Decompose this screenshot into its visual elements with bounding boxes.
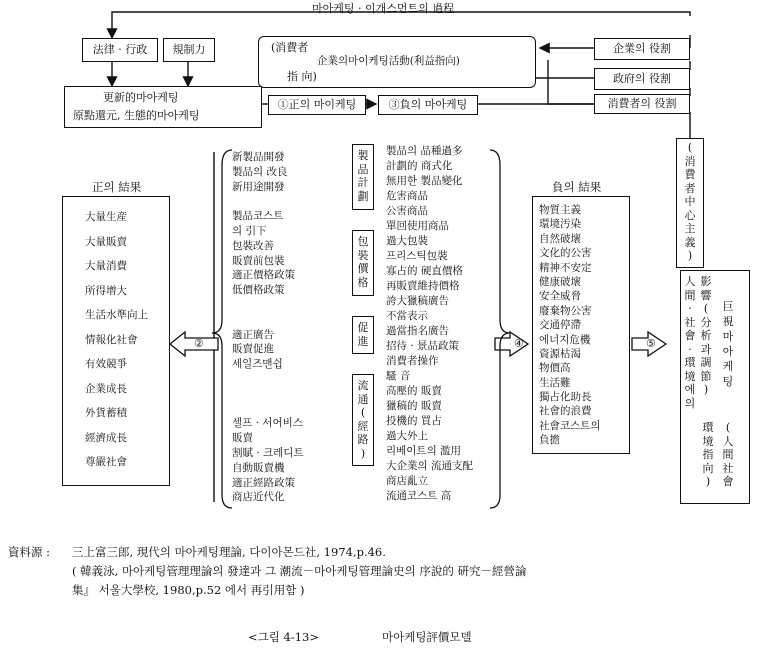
positive-marketing-box	[268, 95, 366, 115]
positive-result-item: 外貨蓄積	[85, 407, 127, 419]
marketing-mix-item	[232, 298, 304, 313]
packaging-pricing-label	[356, 235, 370, 289]
negative-result-item: 交通停滯	[539, 319, 581, 332]
consumer-orientation-end: 指 向)	[287, 70, 317, 83]
consumer-centric-label	[683, 141, 697, 263]
distribution-label	[356, 379, 370, 460]
positive-result-item: 情報化社會	[85, 333, 138, 346]
marketing-mix-problem-item: 商店亂立	[386, 475, 428, 487]
positive-result-item: 企業成長	[85, 382, 127, 395]
negative-result-item: 自然破壞	[539, 232, 581, 245]
marketing-mix-item: 適正價格政策	[232, 269, 295, 282]
consumer-centric-char: )	[687, 249, 693, 262]
vertical-char: 節	[700, 369, 712, 383]
regulation-box	[163, 38, 215, 62]
human-society-environment-label	[683, 275, 697, 410]
vertical-char: 指	[702, 448, 714, 461]
vertical-char: 마	[722, 330, 734, 343]
marketing-mix-item	[232, 372, 304, 387]
negative-result-list	[539, 203, 601, 448]
marketing-mix-problem-item: 獵稿的 販賣	[386, 400, 442, 412]
vertical-char: 의	[684, 396, 696, 410]
marketing-mix-item: 商店近代化	[232, 491, 285, 504]
marketing-mix-problem-item: 리베이트의 濫用	[386, 445, 462, 457]
category-char: 製	[357, 149, 369, 162]
marketing-mix-item	[232, 402, 304, 417]
negative-result-item: 社會코스트의	[539, 419, 601, 432]
consumer-centric-char: 消	[684, 154, 696, 168]
figure-caption: 마아케팅評價모델	[382, 630, 472, 644]
human-society-label	[721, 421, 735, 489]
vertical-char: 에	[684, 383, 696, 396]
marketing-mix-positive-list	[232, 150, 304, 505]
negative-result-item: 文化的公害	[539, 247, 592, 260]
vertical-char: 人	[722, 434, 734, 448]
category-char: 價	[357, 262, 369, 275]
packaging-pricing-box	[352, 230, 374, 296]
marketing-mix-problem-item: 消費者操作	[386, 355, 439, 367]
marketing-mix-item	[232, 313, 304, 328]
environment-orientation-label	[701, 421, 715, 489]
vertical-char: )	[705, 475, 711, 488]
category-char: 劃	[357, 189, 369, 203]
source-line-2: ( 韓義泳, 마아케팅管理理論의 發達과 그 潮流－마아케팅管理論史의 序說的 硏究－經營論	[72, 564, 527, 578]
source-line-1: 三上富三郎, 現代의 마아케팅理論, 다이아몬드社, 1974,p.46.	[72, 545, 386, 559]
category-char: 流	[357, 379, 369, 392]
consumer-centric-char: 中	[684, 195, 696, 208]
marketing-mix-problem-item: 不當表示	[386, 310, 428, 322]
negative-result-item: 健康破壞	[539, 275, 581, 288]
negative-marketing-box	[378, 95, 478, 115]
enterprise-marketing-activity: 企業의마이케팅活動(利益指向)	[317, 55, 460, 67]
promotion-label	[356, 321, 370, 348]
marketing-mix-problem-item: 再販賣維持價格	[386, 280, 460, 292]
promotion-box	[352, 316, 374, 354]
vertical-char: 分	[700, 315, 712, 329]
vertical-char: 向	[702, 461, 714, 475]
vertical-char: ·	[688, 342, 692, 356]
vertical-char: 調	[700, 356, 712, 369]
ecological-marketing-label: 原點還元, 生態的마아케팅	[73, 109, 200, 122]
marketing-mix-item	[232, 387, 304, 402]
consumer-role-box	[594, 94, 690, 114]
marketing-mix-item: 販賣促進	[232, 343, 274, 356]
consumer-role-label: 消費者의 役割	[607, 97, 677, 111]
negative-result-item: 廢棄物公害	[539, 304, 592, 317]
consumer-centric-box	[676, 138, 704, 268]
marketing-mix-item: 販賣	[232, 432, 253, 445]
vertical-char: (	[725, 421, 731, 434]
product-planning-box	[352, 144, 374, 210]
enterprise-role-label: 企業의 役割	[612, 42, 672, 56]
marketing-mix-problem-item: 寡占的 硬直價格	[386, 265, 463, 277]
law-administration-label: 法律 · 行政	[92, 43, 148, 57]
positive-result-item: 有效競爭	[85, 358, 127, 370]
marketing-mix-item: 適正廣告	[232, 328, 274, 341]
positive-result-box	[62, 196, 170, 486]
category-char: 包	[357, 235, 369, 248]
category-char: 品	[357, 162, 369, 176]
negative-result-item: 物價高	[539, 362, 571, 375]
negative-result-item: 社會的浪費	[539, 405, 592, 418]
vertical-char: ·	[688, 302, 692, 315]
vertical-char: 과	[700, 342, 712, 356]
negative-result-item: 資源枯渴	[539, 347, 581, 360]
vertical-char: 社	[722, 461, 734, 475]
negative-marketing-label: ③負의 마아케팅	[388, 98, 468, 112]
negative-result-item: 獨占化助長	[539, 391, 592, 404]
marketing-mix-problem-item: 公害商品	[386, 205, 428, 217]
consumer-orientation-box	[258, 36, 536, 88]
marketing-mix-problem-item: 計劃的 商式化	[386, 160, 453, 172]
marketing-mix-problem-item: 誇大獵稿廣告	[386, 295, 449, 307]
marketing-mix-problem-item: 騷 音	[386, 370, 411, 382]
consumer-orientation-title: (消費者	[271, 41, 309, 54]
vertical-char: )	[703, 383, 709, 396]
vertical-char: 環	[702, 421, 714, 434]
positive-result-list	[85, 205, 148, 475]
marketing-mix-problem-item: 大企業의 流通支配	[386, 460, 473, 472]
renewed-marketing-box	[64, 86, 262, 128]
marketing-mix-item: 割賦 · 크레디트	[232, 446, 304, 459]
impact-analysis-label	[699, 275, 713, 397]
product-planning-label	[356, 149, 370, 203]
marketing-mix-problem-item: 投機的 買占	[386, 415, 442, 427]
negative-result-item: 에너지危機	[539, 333, 591, 346]
positive-result-item: 尊嚴社會	[85, 456, 127, 468]
vertical-char: 巨	[722, 300, 734, 313]
marketing-mix-item: 製品의 改良	[232, 165, 288, 178]
marketing-mix-item: 의 引下	[232, 224, 267, 237]
positive-marketing-label: ①正의 마이케팅	[277, 98, 357, 112]
marketing-mix-item: 셀프 · 서어비스	[232, 417, 303, 430]
marketing-mix-problem-item: 流通코스트 高	[386, 490, 452, 502]
positive-result-item: 生活水準向上	[85, 309, 148, 321]
figure-number: <그림 4-13>	[248, 630, 319, 644]
vertical-char: 境	[684, 369, 696, 383]
marketing-mix-problem-item: 危害商品	[386, 190, 428, 202]
regulation-label: 規制力	[172, 43, 206, 57]
category-char: 進	[357, 334, 369, 348]
category-char: 通	[357, 392, 369, 406]
marketing-mix-item: 適正經路政策	[232, 476, 295, 489]
vertical-char: 影	[700, 275, 712, 288]
marketing-mix-item: 新製品開發	[232, 151, 285, 163]
marketing-mix-item: 세일즈맨쉽	[232, 358, 283, 371]
enterprise-role-box	[594, 38, 690, 60]
category-char: 裝	[357, 248, 369, 262]
category-char: 促	[357, 321, 369, 334]
consumer-centric-char: (	[687, 141, 693, 154]
consumer-centric-char: 者	[684, 181, 696, 195]
negative-result-item: 安全威脅	[539, 290, 581, 303]
marketing-mix-item: 低價格政策	[232, 284, 285, 297]
marketing-mix-problem-item: 無用한 製品變化	[386, 175, 463, 187]
vertical-char: 環	[684, 356, 696, 369]
vertical-char: 人	[684, 275, 696, 288]
vertical-char: (	[703, 302, 709, 315]
marketing-mix-negative-list	[386, 144, 473, 504]
category-char: )	[360, 446, 366, 460]
marketing-mix-problem-item: 高壓的 販賣	[386, 385, 442, 397]
negative-result-item: 環境汚染	[539, 218, 581, 231]
vertical-char: 析	[700, 329, 712, 342]
source-line-3: 集』 서울大學校, 1980,p.52 에서 再引用함 )	[72, 583, 305, 597]
government-role-box	[594, 68, 690, 90]
law-administration-box	[82, 38, 158, 62]
marketing-mix-problem-item: 過大包裝	[386, 235, 428, 247]
positive-result-header: 正의 結果	[92, 180, 142, 194]
positive-result-item: 大量販賣	[85, 235, 127, 248]
marketing-mix-item: 自動販賣機	[232, 461, 285, 474]
government-role-label: 政府의 役割	[612, 72, 672, 86]
consumer-centric-char: 費	[684, 168, 696, 181]
macro-marketing-box	[680, 270, 750, 504]
vertical-char: 아	[722, 345, 734, 358]
vertical-char: 팅	[722, 375, 734, 388]
negative-result-item: 物質主義	[539, 204, 581, 216]
vertical-char: 視	[722, 315, 734, 328]
marker-2: ②	[194, 337, 204, 350]
marketing-mix-item: 新用途開發	[232, 180, 285, 193]
positive-result-item: 所得增大	[85, 284, 127, 297]
marketing-mix-problem-item: 單回使用商品	[386, 220, 449, 232]
category-char: 經	[357, 419, 369, 433]
positive-result-item: 大量消費	[85, 260, 127, 272]
marketing-mix-problem-item: 過當指名廣告	[386, 325, 449, 337]
distribution-box	[352, 374, 374, 466]
category-char: 格	[357, 275, 369, 289]
vertical-char: 社	[684, 315, 696, 329]
negative-result-box	[532, 196, 630, 454]
marketing-mix-problem-item: 過大外上	[386, 430, 428, 442]
consumer-centric-char: 義	[684, 235, 696, 249]
category-char: 路	[357, 433, 369, 446]
marketing-mix-problem-item: 招待 · 景品政策	[386, 340, 460, 352]
positive-result-item: 經濟成長	[85, 431, 127, 444]
marker-4: ④	[514, 337, 524, 350]
negative-result-header: 負의 結果	[552, 180, 602, 194]
positive-result-item: 大量生産	[85, 211, 127, 223]
renewed-marketing-label: 更新的마아케팅	[103, 91, 179, 104]
negative-result-item: 負擔	[539, 434, 560, 447]
negative-result-item: 精神不安定	[539, 261, 592, 274]
source-label: 資料源 :	[8, 545, 51, 559]
marketing-mix-problem-item: 製品의 品種過多	[386, 145, 463, 157]
vertical-char: 會	[684, 329, 696, 342]
diagram-title: 마아케팅 · 이개스먼트의 過程	[312, 2, 455, 15]
marketing-mix-item	[232, 194, 304, 209]
category-char: 計	[357, 176, 369, 189]
marketing-mix-item: 製品코스트	[232, 210, 284, 223]
consumer-centric-char: 主	[684, 222, 696, 235]
marker-5: ⑤	[646, 337, 656, 350]
vertical-char: 間	[722, 448, 734, 461]
consumer-centric-char: 心	[684, 208, 696, 222]
vertical-char: 間	[684, 288, 696, 302]
marketing-mix-problem-item: 프리스틱包裝	[386, 250, 448, 262]
vertical-char: 케	[722, 360, 734, 373]
negative-result-item: 生活難	[539, 376, 571, 389]
vertical-char: 會	[722, 475, 734, 488]
vertical-char: 響	[700, 288, 712, 302]
vertical-char: 境	[702, 434, 714, 448]
macro-marketing-label	[721, 299, 735, 389]
category-char: (	[360, 406, 366, 419]
marketing-mix-item: 販賣前包裝	[232, 254, 285, 267]
marketing-mix-item: 包裝改善	[232, 239, 274, 252]
